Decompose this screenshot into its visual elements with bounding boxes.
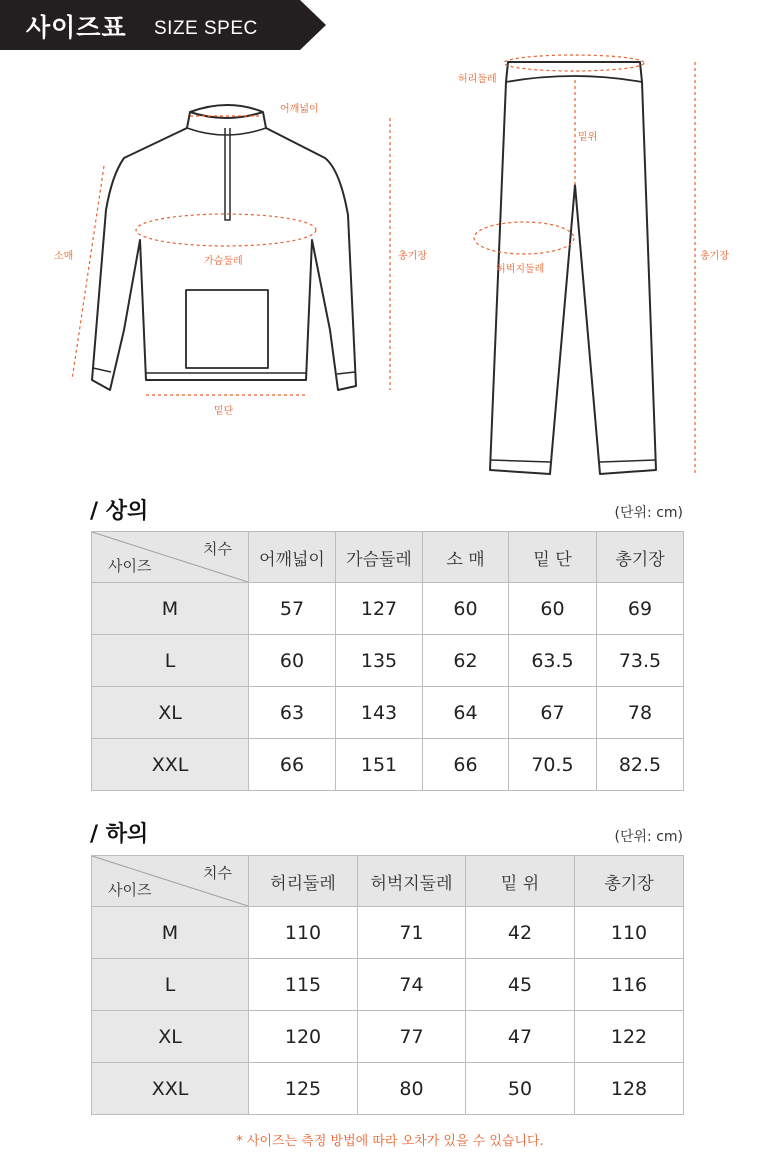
table-header-row xyxy=(92,532,684,583)
bottoms-section-title: / 하의 xyxy=(90,822,149,847)
value-cell: 110 xyxy=(575,907,684,959)
bottoms-size-table xyxy=(91,855,684,1115)
header-title-ko: 사이즈표 xyxy=(26,13,127,42)
value-cell: 78 xyxy=(597,687,684,739)
value-cell: 122 xyxy=(575,1011,684,1063)
size-cell: L xyxy=(92,959,249,1011)
table-row xyxy=(92,687,684,739)
header-title-en: SIZE SPEC xyxy=(154,18,258,39)
label-waist: 허리둘레 xyxy=(458,74,497,85)
table-corner-cell xyxy=(92,532,249,583)
value-cell: 57 xyxy=(249,583,336,635)
label-hem: 밑단 xyxy=(214,406,234,417)
label-thigh: 허벅지둘레 xyxy=(496,264,545,275)
label-top-length: 총기장 xyxy=(398,251,427,262)
column-header: 밑 단 xyxy=(509,532,597,583)
table-row xyxy=(92,1011,684,1063)
value-cell: 73.5 xyxy=(597,635,684,687)
value-cell: 110 xyxy=(249,907,358,959)
table-row xyxy=(92,907,684,959)
value-cell: 50 xyxy=(466,1063,575,1115)
size-cell: XXL xyxy=(92,1063,249,1115)
value-cell: 60 xyxy=(509,583,597,635)
table-row xyxy=(92,739,684,791)
value-cell: 69 xyxy=(597,583,684,635)
value-cell: 116 xyxy=(575,959,684,1011)
value-cell: 125 xyxy=(249,1063,358,1115)
value-cell: 63 xyxy=(249,687,336,739)
column-header: 허벅지둘레 xyxy=(358,856,466,907)
bottoms-unit-note: (단위: cm) xyxy=(614,829,683,845)
corner-dimension-label: 치수 xyxy=(203,864,232,882)
column-header: 어깨넓이 xyxy=(249,532,336,583)
table-row xyxy=(92,583,684,635)
value-cell: 151 xyxy=(336,739,423,791)
value-cell: 64 xyxy=(423,687,509,739)
value-cell: 66 xyxy=(249,739,336,791)
value-cell: 120 xyxy=(249,1011,358,1063)
table-row xyxy=(92,959,684,1011)
value-cell: 71 xyxy=(358,907,466,959)
value-cell: 60 xyxy=(249,635,336,687)
column-header: 가슴둘레 xyxy=(336,532,423,583)
column-header: 밑 위 xyxy=(466,856,575,907)
value-cell: 42 xyxy=(466,907,575,959)
corner-size-label: 사이즈 xyxy=(108,557,152,575)
table-header-row xyxy=(92,856,684,907)
size-cell: XL xyxy=(92,687,249,739)
corner-dimension-label: 치수 xyxy=(203,540,232,558)
value-cell: 82.5 xyxy=(597,739,684,791)
value-cell: 70.5 xyxy=(509,739,597,791)
size-cell: XL xyxy=(92,1011,249,1063)
label-chest: 가슴둘레 xyxy=(204,256,243,267)
value-cell: 115 xyxy=(249,959,358,1011)
column-header: 소 매 xyxy=(423,532,509,583)
value-cell: 80 xyxy=(358,1063,466,1115)
label-sleeve: 소매 xyxy=(54,251,74,262)
label-shoulder: 어깨넓이 xyxy=(280,104,319,115)
value-cell: 45 xyxy=(466,959,575,1011)
value-cell: 77 xyxy=(358,1011,466,1063)
table-row xyxy=(92,635,684,687)
label-pants-length: 총기장 xyxy=(700,251,729,262)
jacket-drawing xyxy=(92,105,356,390)
table-row xyxy=(92,1063,684,1115)
table-corner-cell xyxy=(92,856,249,907)
measurement-footnote: * 사이즈는 측정 방법에 따라 오차가 있을 수 있습니다. xyxy=(236,1134,544,1149)
label-rise: 밑위 xyxy=(578,132,598,143)
column-header: 허리둘레 xyxy=(249,856,358,907)
column-header: 총기장 xyxy=(597,532,684,583)
size-cell: M xyxy=(92,907,249,959)
value-cell: 128 xyxy=(575,1063,684,1115)
tops-size-table xyxy=(91,531,684,791)
size-cell: XXL xyxy=(92,739,249,791)
value-cell: 62 xyxy=(423,635,509,687)
value-cell: 135 xyxy=(336,635,423,687)
garment-illustration xyxy=(0,0,780,490)
value-cell: 47 xyxy=(466,1011,575,1063)
value-cell: 143 xyxy=(336,687,423,739)
corner-size-label: 사이즈 xyxy=(108,881,152,899)
value-cell: 60 xyxy=(423,583,509,635)
value-cell: 66 xyxy=(423,739,509,791)
column-header: 총기장 xyxy=(575,856,684,907)
tops-unit-note: (단위: cm) xyxy=(614,505,683,521)
tops-section-title: / 상의 xyxy=(90,499,149,524)
value-cell: 63.5 xyxy=(509,635,597,687)
value-cell: 74 xyxy=(358,959,466,1011)
value-cell: 127 xyxy=(336,583,423,635)
jacket-body xyxy=(92,105,356,390)
size-cell: L xyxy=(92,635,249,687)
size-cell: M xyxy=(92,583,249,635)
value-cell: 67 xyxy=(509,687,597,739)
